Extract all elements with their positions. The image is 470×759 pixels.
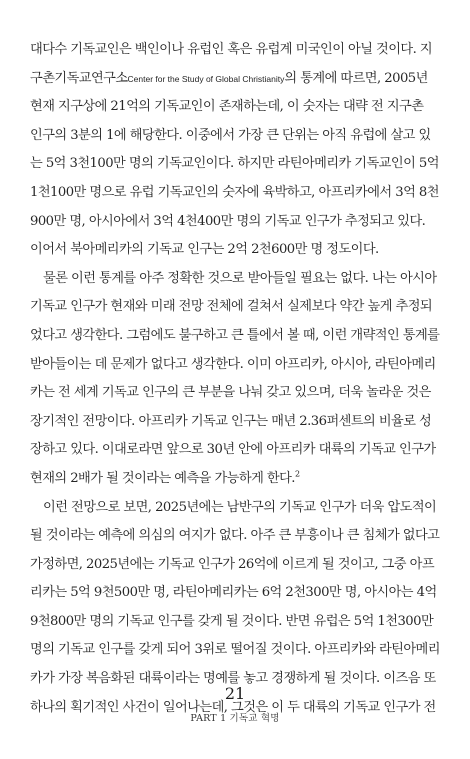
institution-name-english: Center for the Study of Global Christianity (127, 73, 285, 84)
text-line: 었다고 생각한다. 그럼에도 불구하고 큰 틀에서 볼 때, 이런 개략적인 통계를 (30, 327, 440, 343)
text-segment: 현재의 2배가 될 것이라는 예측을 가능하게 한다. (30, 470, 295, 486)
text-line: 카가 가장 복음화된 대륙이라는 명예를 놓고 경쟁하게 될 것이다. 이즈음 또 (30, 671, 436, 687)
text-line: 9천800만 명의 기독교 인구를 갖게 될 것이다. 반면 유럽은 5억 1천300만 (30, 613, 434, 629)
paragraph-start-line: 이런 전망으로 보면, 2025년에는 남반구의 기독교 인구가 더욱 압도적이 (43, 499, 437, 515)
text-line: 장하고 있다. 이대로라면 앞으로 30년 안에 아프리카 대륙의 기독교 인구가 (30, 442, 436, 458)
text-line: 900만 명, 아시아에서 3억 4천400만 명의 기독교 인구가 추정되고 있다. (30, 213, 426, 229)
footnote-marker: 2 (294, 469, 300, 479)
text-line: 하나의 획기적인 사건이 일어나는데, 그것은 이 두 대륙의 기독교 인구가 전 (30, 699, 436, 715)
text-line: 리카는 5억 9천500만 명, 라틴아메리카는 6억 2천300만 명, 아시아는 4억 (30, 585, 437, 601)
text-line: 이어서 북아메리카의 기독교 인구는 2억 2천600만 명 정도이다. (30, 242, 379, 258)
text-line: 기독교 인구가 현재와 미래 전망 전체에 걸쳐서 실제보다 약간 높게 추정되 (30, 299, 433, 315)
text-line: 1천100만 명으로 유럽 기독교인의 숫자에 육박하고, 아프리카에서 3억 8천 (30, 184, 439, 200)
text-line: 될 것이라는 예측에 의심의 여지가 없다. 아주 큰 부흥이나 큰 침체가 없다고 (30, 528, 440, 544)
text-line: 카는 전 세계 기독교 인구의 큰 부분을 나눠 갖고 있으며, 더욱 놀라운 것은 (30, 385, 431, 401)
body-text (30, 36, 440, 722)
text-line: 받아들이는 데 문제가 없다고 생각한다. 이미 아프리카, 아시아, 라틴아메리 (30, 356, 436, 372)
text-line: 현재 지구상에 21억의 기독교인이 존재하는데, 이 숫자는 대략 전 지구촌 (30, 99, 424, 115)
text-line: 인구의 3분의 1에 해당한다. 이중에서 가장 큰 단위는 아직 유럽에 살고 있 (30, 127, 431, 143)
text-line: 명의 기독교 인구를 갖게 되어 3위로 떨어질 것이다. 아프리카와 라틴아메리 (30, 642, 440, 658)
paragraph-start-line: 물론 이런 통계를 아주 정확한 것으로 받아들일 필요는 없다. 나는 아시아 (43, 270, 437, 286)
running-title: PART 1 기독교 혁명 (190, 713, 280, 724)
page-number: 21 (224, 684, 246, 703)
text-line: 대다수 기독교인은 백인이나 유럽인 혹은 유럽계 미국인이 아닐 것이다. 지 (30, 42, 433, 57)
text-line: 장기적인 전망이다. 아프리카 기독교 인구는 매년 2.36퍼센트의 비율로 성 (30, 413, 432, 429)
text-segment: 의 통계에 따르면, 2005년 (284, 70, 428, 86)
text-line (30, 65, 440, 94)
text-line: 가정하면, 2025년에는 기독교 인구가 26억에 이르게 될 것이고, 그중 아프 (30, 556, 435, 572)
text-line: 는 5억 3천100만 명의 기독교인이다. 하지만 라틴아메리카 기독교인이 5억 (30, 156, 439, 172)
text-line (30, 465, 440, 494)
institution-name-korean: 구촌기독교연구소 (30, 70, 128, 86)
